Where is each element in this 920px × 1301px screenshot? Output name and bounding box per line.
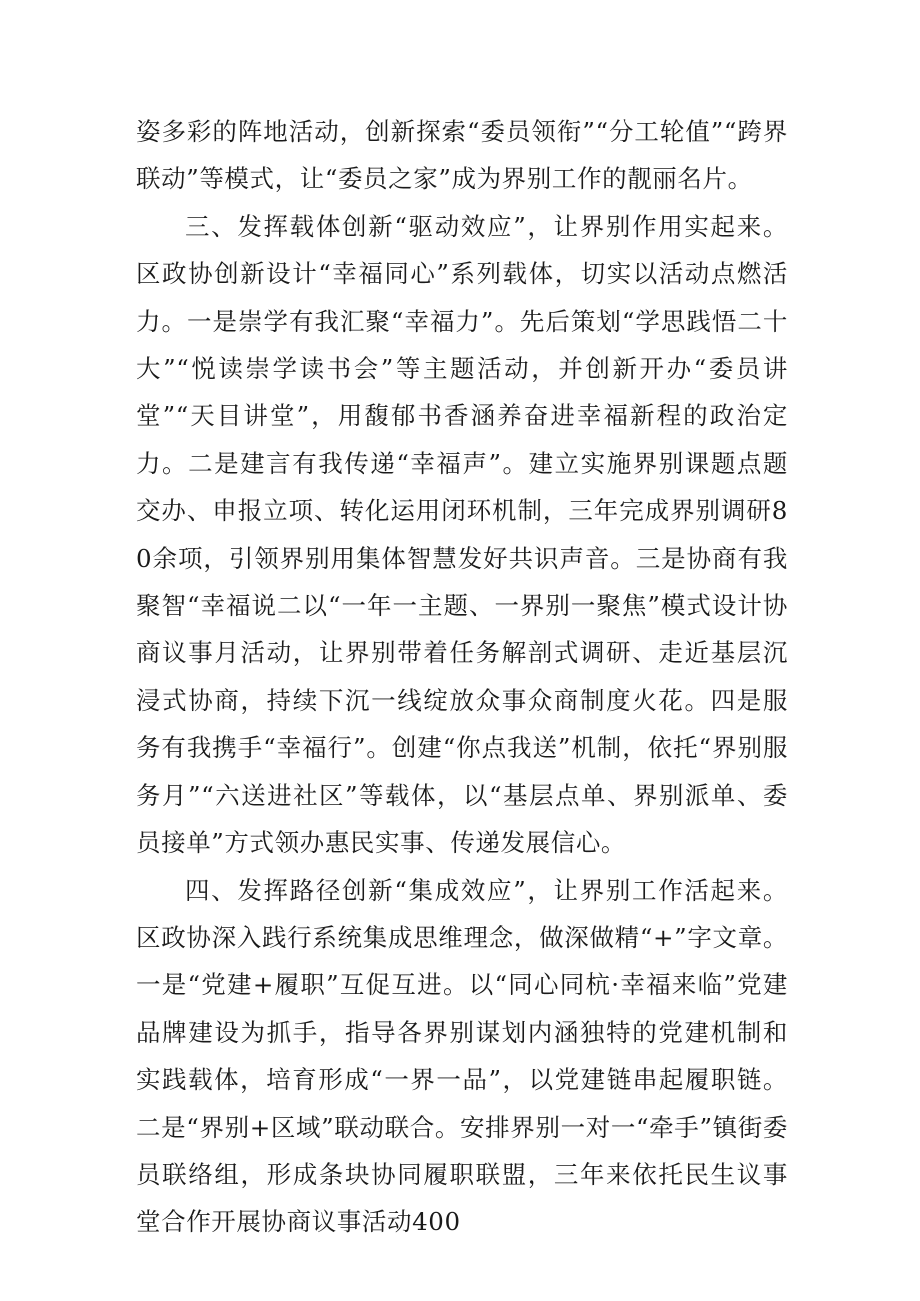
paragraph-section-four: 四、发挥路径创新“集成效应”，让界别工作活起来。区政协深入践行系统集成思维理念，做深做精“+”字文章。一是“党建+履职”互促互进。以“同心同杭·幸福来临”党建品牌建设为抓手，指导各界别谋划内涵独特的党建机制和实践载体，培育形成“一界一品”，以党建链串起履职链。二是“界别+区域”联动联合。安排界别一对一“牵手”镇街委员联络组，形成条块协同履职联盟，三年来依托民生议事堂合作开展协商议事活动400: [136, 875, 788, 1237]
document-body: [136, 108, 788, 1246]
paragraph-section-three: 三、发挥载体创新“驱动效应”，让界别作用实起来。区政协创新设计“幸福同心”系列载体，切实以活动点燃活力。一是崇学有我汇聚“幸福力”。先后策划“学思践悟二十大”“悦读崇学读书会”等主题活动，并创新开办“委员讲堂”“天目讲堂”，用馥郁书香涵养奋进幸福新程的政治定力。二是建言有我传递“幸福声”。建立实施界别课题点题交办、申报立项、转化运用闭环机制，三年完成界别调研80余项，引领界别用集体智慧发好共识声音。三是协商有我聚智“幸福说二以“一年一主题、一界别一聚焦”模式设计协商议事月活动，让界别带着任务解剖式调研、走近基层沉浸式协商，持续下沉一线绽放众事众商制度火花。四是服务有我携手“幸福行”。创建“你点我送”机制，依托“界别服务月”“六送进社区”等载体，以“基层点单、界别派单、委员接单”方式领办惠民实事、传递发展信心。: [136, 211, 788, 858]
paragraph-continuation: 姿多彩的阵地活动，创新探索“委员领衔”“分工轮值”“跨界联动”等模式，让“委员之家”成为界别工作的靓丽名片。: [136, 117, 788, 194]
